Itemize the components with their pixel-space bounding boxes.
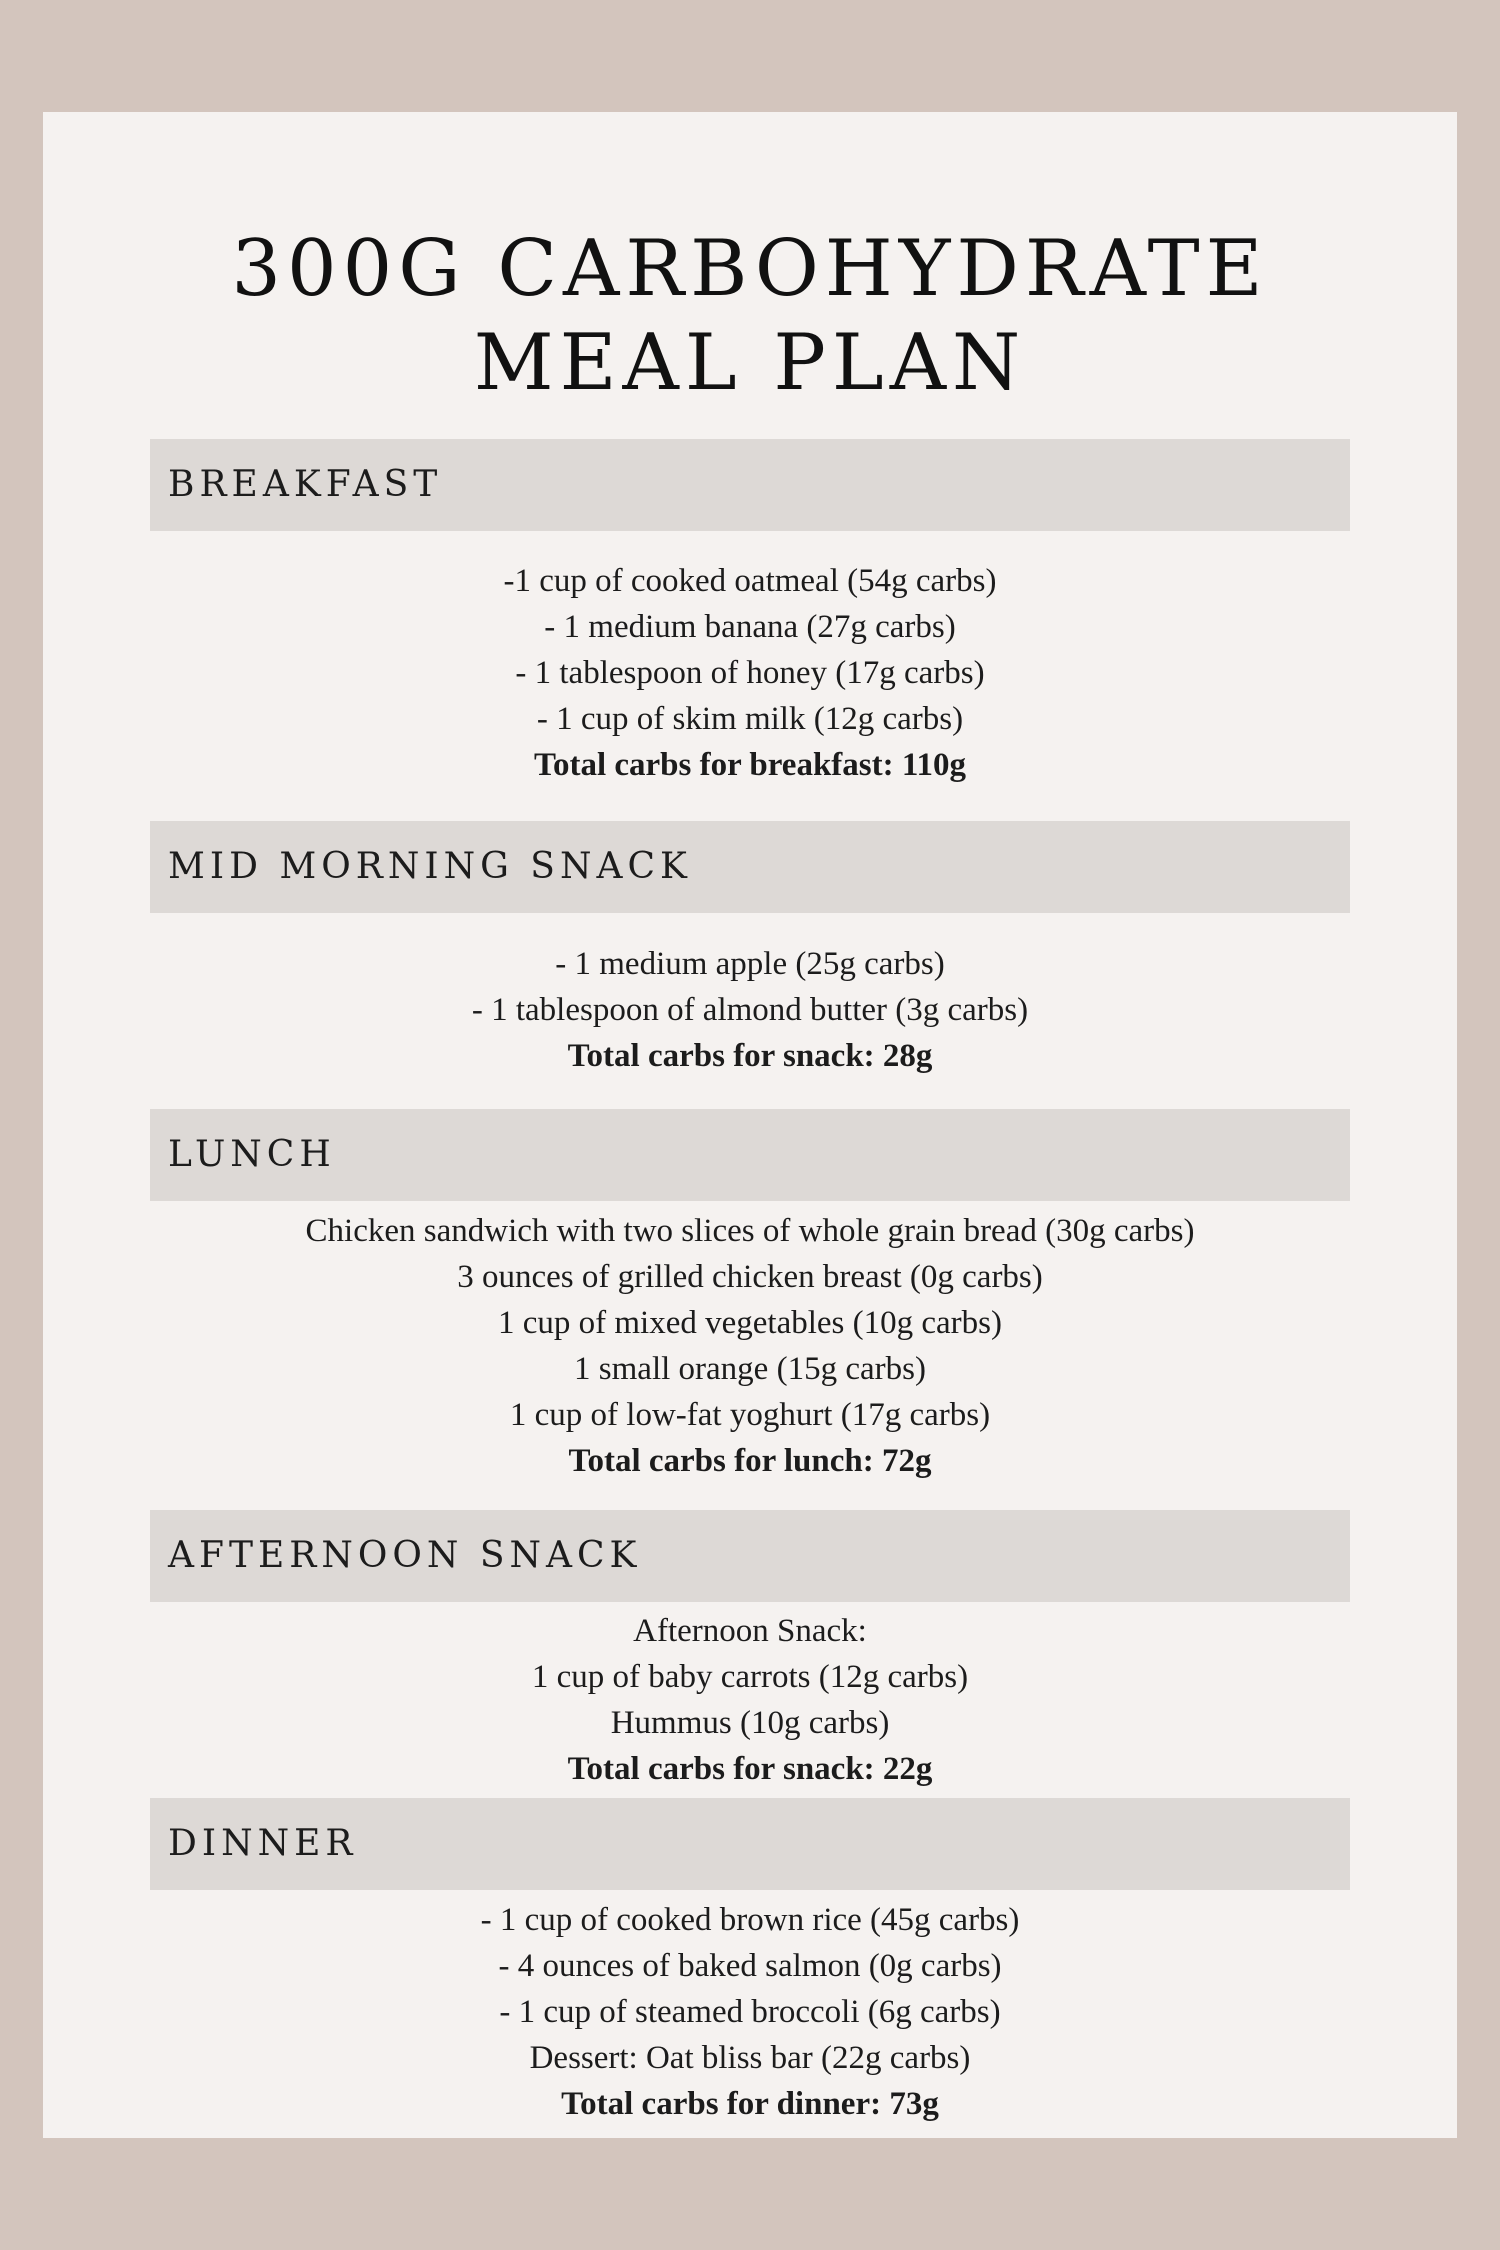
section-total: Total carbs for snack: 28g xyxy=(567,1038,933,1074)
section-total: Total carbs for snack: 22g xyxy=(567,1751,933,1787)
section-header-lunch xyxy=(150,1109,1350,1201)
title-line-2: MEAL PLAN xyxy=(473,318,1027,408)
list-item: 3 ounces of grilled chicken breast (0g carbs) xyxy=(457,1259,1043,1295)
list-item: - 1 medium banana (27g carbs) xyxy=(544,609,956,645)
section-header-mid-morning-snack xyxy=(150,821,1350,913)
section-items-afternoon-snack xyxy=(43,1608,1457,1792)
list-item: Chicken sandwich with two slices of whole grain bread (30g carbs) xyxy=(305,1213,1195,1249)
section-heading: MID MORNING SNACK xyxy=(168,846,692,887)
list-item: - 1 tablespoon of almond butter (3g carbs) xyxy=(471,992,1029,1028)
section-heading: BREAKFAST xyxy=(168,464,443,505)
section-items-breakfast xyxy=(43,558,1457,788)
list-item: - 1 cup of cooked brown rice (45g carbs) xyxy=(480,1902,1020,1938)
list-item: 1 small orange (15g carbs) xyxy=(574,1351,926,1387)
title-line-1: 300G CARBOHYDRATE xyxy=(231,224,1269,314)
section-header-afternoon-snack xyxy=(150,1510,1350,1602)
list-item: -1 cup of cooked oatmeal (54g carbs) xyxy=(503,563,997,599)
list-item: - 1 medium apple (25g carbs) xyxy=(555,946,945,982)
section-heading: AFTERNOON SNACK xyxy=(168,1535,642,1576)
section-heading: LUNCH xyxy=(168,1134,336,1175)
section-total: Total carbs for lunch: 72g xyxy=(568,1443,932,1479)
list-item: - 4 ounces of baked salmon (0g carbs) xyxy=(498,1948,1002,1984)
list-item: - 1 cup of skim milk (12g carbs) xyxy=(536,701,964,737)
section-header-dinner xyxy=(150,1798,1350,1890)
section-header-breakfast xyxy=(150,439,1350,531)
section-heading: DINNER xyxy=(168,1823,358,1864)
list-item: - 1 tablespoon of honey (17g carbs) xyxy=(515,655,985,691)
list-item: Hummus (10g carbs) xyxy=(610,1705,890,1741)
list-item: 1 cup of low-fat yoghurt (17g carbs) xyxy=(509,1397,991,1433)
list-item: - 1 cup of steamed broccoli (6g carbs) xyxy=(499,1994,1001,2030)
meal-plan-card xyxy=(43,112,1457,2138)
section-total: Total carbs for breakfast: 110g xyxy=(533,747,967,783)
section-items-mid-morning-snack xyxy=(43,941,1457,1079)
list-item: 1 cup of baby carrots (12g carbs) xyxy=(531,1659,969,1695)
section-total: Total carbs for dinner: 73g xyxy=(561,2086,939,2122)
section-items-dinner xyxy=(43,1897,1457,2127)
list-item: Afternoon Snack: xyxy=(633,1613,867,1649)
list-item: Dessert: Oat bliss bar (22g carbs) xyxy=(529,2040,971,2076)
section-items-lunch xyxy=(43,1208,1457,1484)
list-item: 1 cup of mixed vegetables (10g carbs) xyxy=(498,1305,1002,1341)
page-title xyxy=(43,222,1457,410)
